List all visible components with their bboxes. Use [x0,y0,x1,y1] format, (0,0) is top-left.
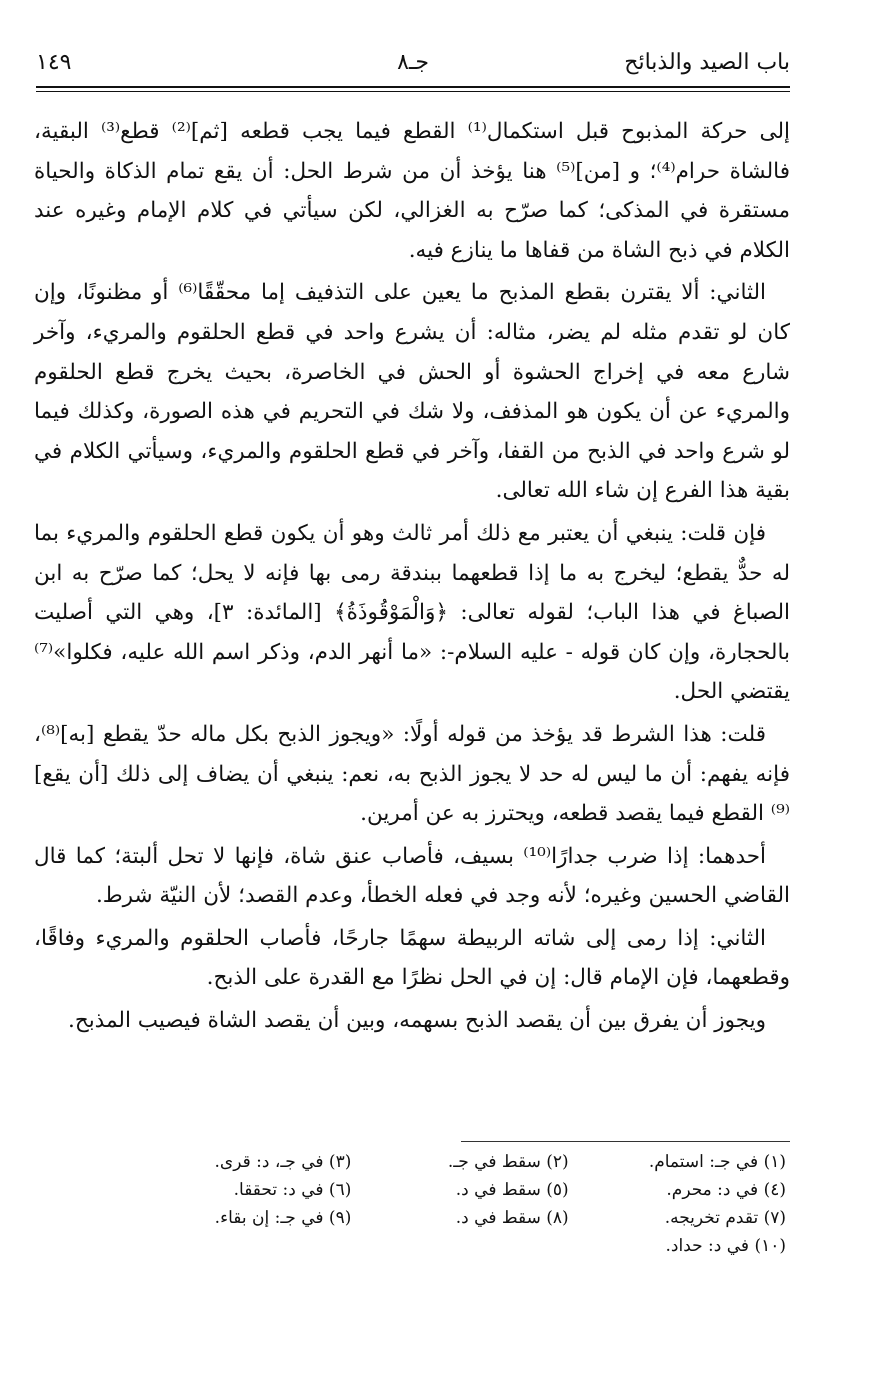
page-header [36,46,790,82]
footnote: (٧) تقدم تخريجه. [664,1208,786,1228]
footnote: (٣) في جـ، د: قرى. [214,1152,352,1172]
footnote: (١٠) في د: حداد. [665,1236,786,1256]
footnote-separator [461,1141,790,1142]
header-rule-thick [36,86,790,88]
footnote: (٢) سقط في جـ. [447,1152,569,1172]
footnote: (٩) في جـ: إن بقاء. [214,1208,352,1228]
paragraph: ويجوز أن يفرق بين أن يقصد الذبح بسهمه، وبين أن يقصد الشاة فيصيب المذبح. [67,1008,766,1034]
footnote: (٤) في د: محرم. [666,1180,786,1200]
paragraph: فإن قلت: ينبغي أن يعتبر مع ذلك أمر ثالث وهو أن يكون قطع الحلقوم والمريء بما له حدٌّ يقطع؛ ليخرج به ما إذا قطعهما ببندقة رمى بها فإنه لا يحل؛ كما صرّح به ابن الصباغ في هذا الباب؛ لقوله تعالى: ﴿وَالْمَوْقُوذَةُ﴾ [المائدة: ٣]، وهي التي أصليت بالحجارة، وإن كان قوله - عليه السلام-: «ما أنهر الدم، وذكر اسم الله عليه، فكلوا»⁽⁷⁾ يقتضي الحل. [34,520,791,705]
header-rule-thin [36,91,790,92]
paragraph: الثاني: إذا رمى إلى شاته الربيطة سهمًا جارحًا، فأصاب الحلقوم والمريء وفاقًا، وقطعهما، فإن الإمام قال: إن في الحل نظرًا مع القدرة على الذبح. [34,925,790,991]
paragraph: إلى حركة المذبوح قبل استكمال⁽¹⁾ القطع فيما يجب قطعه [ثم]⁽²⁾ قطع⁽³⁾ البقية، فالشاة حرام⁽⁴⁾؛ و [من]⁽⁵⁾ هنا يؤخذ أن من شرط الحل: أن يقع تمام الذكاة والحياة مستقرة في المذكى؛ كما صرّح به الغزالي، لكن سيأتي في كلام الإمام وغيره عند الكلام في ذبح الشاة من قفاها ما ينازع فيه. [34,119,790,263]
footnote: (١) في جـ: استمام. [648,1152,786,1172]
paragraph: الثاني: ألا يقترن بقطع المذبح ما يعين على التذفيف إما محقّقًا⁽⁶⁾ أو مظنونًا، وإن كان لو تقدم مثله لم يضر، مثاله: أن يشرع واحد في قطع الحلقوم والمريء، وآخر شارع معه في إخراج الحشوة أو الحش في الخاصرة، بحيث يخرج قطع الحلقوم والمريء عن أن يكون هو المذفف، ولا شك في التحريم في هذه الصورة، وكذلك فيما لو شرع واحد في الذبح من القفا، وآخر في قطع الحلقوم والمريء، وسيأتي الكلام في بقية هذا الفرع إن شاء الله تعالى. [34,280,790,504]
page-number: ١٤٩ [36,50,72,75]
footnote: (٦) في د: تحققا. [233,1180,352,1200]
paragraph: أحدهما: إذا ضرب جدارًا⁽¹⁰⁾ بسيف، فأصاب عنق شاة، فإنها لا تحل ألبتة؛ كما قال القاضي الحسين وغيره؛ لأنه وجد في فعله الخطأ، وعدم القصد؛ لأن النيّة شرط. [34,843,790,909]
footnote: (٨) سقط في د. [455,1208,569,1228]
volume-number: جـ٨ [397,50,429,75]
footnote: (٥) سقط في د. [455,1180,569,1200]
chapter-title: باب الصيد والذبائح [624,50,790,75]
paragraph: قلت: هذا الشرط قد يؤخذ من قوله أولًا: «ويجوز الذبح بكل ماله حدّ يقطع [به]⁽⁸⁾، فإنه يفهم: أن ما ليس له حد لا يجوز الذبح به، نعم: ينبغي أن يضاف إلى ذلك [أن يقع]⁽⁹⁾ القطع فيما يقصد قطعه، ويحترز به عن أمرين. [34,721,790,827]
main-text [34,112,790,1044]
footnotes [150,1150,786,1258]
